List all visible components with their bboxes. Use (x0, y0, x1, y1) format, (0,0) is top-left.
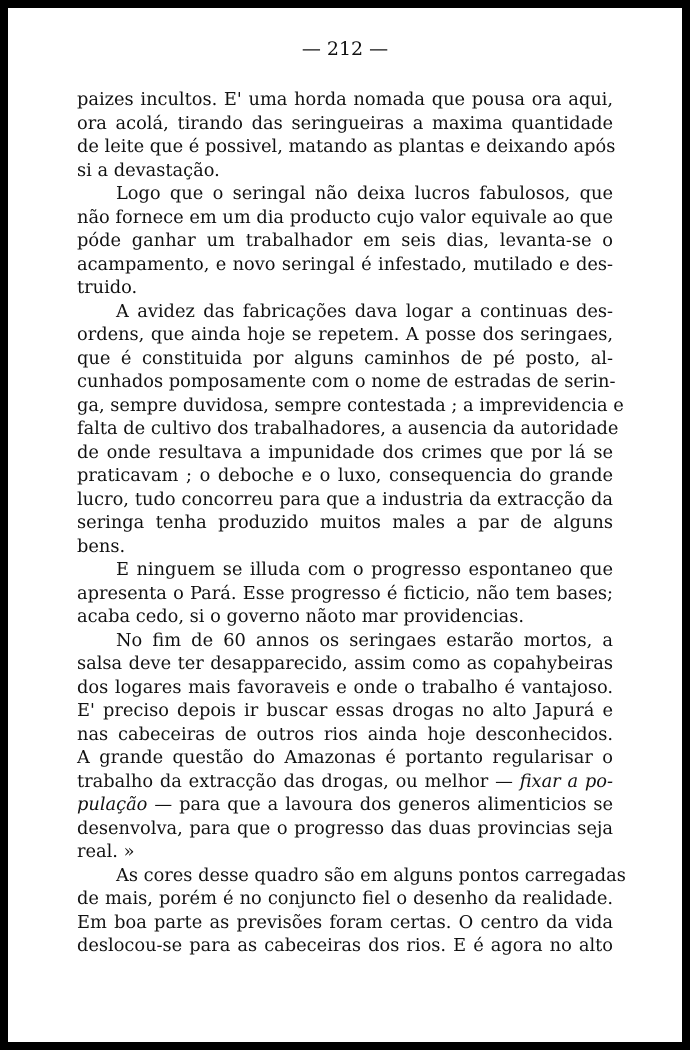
text-line: que é constituida por alguns caminhos de pé posto, al- (77, 347, 613, 369)
text-line: No fim de 60 annos os seringaes estarão mortos, a (116, 629, 613, 651)
text-line: ora acolá, tirando das seringueiras a maxima quantidade (77, 112, 613, 134)
text-span: — para que a lavoura dos generos alimenticios se (147, 794, 613, 815)
text-line: As cores desse quadro são em alguns pontos carregadas (116, 864, 626, 886)
text-line: Em boa parte as previsões foram certas. O centro da vida (77, 911, 613, 933)
text-line: de mais, porém é no conjuncto fiel o desenho da realidade. (77, 888, 613, 909)
text-line: não fornece em um dia producto cujo valor equivale ao que (77, 206, 613, 228)
text-line: praticavam ; o deboche e o luxo, consequencia do grande (77, 465, 613, 486)
text-line: nas cabeceiras de outros rios ainda hoje desconhecidos. (77, 723, 613, 745)
text-line: desenvolva, para que o progresso das duas provincias seja (77, 817, 613, 839)
text-line: de onde resultava a impunidade dos crimes que por lá se (77, 441, 613, 463)
italic-span: fixar a po- (519, 770, 613, 792)
text-line: póde ganhar um trabalhador em seis dias, levanta-se o (77, 230, 613, 251)
text-line: acaba cedo, si o governo nãoto mar providencias. (77, 606, 525, 627)
text-line: bens. (77, 535, 126, 557)
text-line: falta de cultivo dos trabalhadores, a ausencia da autoridade (77, 418, 619, 439)
text-line (77, 770, 613, 794)
italic-span: pulação (77, 794, 148, 815)
text-line: seringa tenha produzido muitos males a par de alguns (77, 512, 613, 533)
text-line: si a devastação. (77, 159, 220, 181)
text-line: salsa deve ter desapparecido, assim como as copahybeiras (77, 653, 613, 674)
text-line (77, 793, 613, 817)
text-line: dos logares mais favoraveis e onde o trabalho é vantajoso. (77, 676, 613, 698)
text-line: lucro, tudo concorreu para que a industria da extracção da (77, 488, 613, 510)
paragraphs-before (77, 88, 624, 770)
text-line: ordens, que ainda hoje se repetem. A posse dos seringaes, (77, 324, 613, 345)
text-line: real. » (77, 841, 135, 862)
text-line: A grande questão do Amazonas é portanto regularisar o (77, 747, 613, 768)
text-line: E ninguem se illuda com o progresso espontaneo que (116, 559, 613, 580)
text-line: A avidez das fabricações dava logar a continuas des- (116, 300, 613, 322)
text-line: paizes incultos. E' uma horda nomada que pousa ora aqui, (77, 89, 613, 110)
text-body (77, 88, 626, 958)
text-line: deslocou-se para as cabeceiras dos rios. E é agora no alto (77, 935, 613, 956)
text-line: E' preciso depois ir buscar essas drogas no alto Japurá e (77, 700, 613, 721)
page-number: — 212 — (301, 38, 389, 60)
text-line: de leite que é possivel, matando as plantas e deixando após (77, 136, 616, 157)
paragraphs-after (77, 817, 626, 958)
text-line: apresenta o Pará. Esse progresso é ficticio, não tem bases; (77, 582, 613, 604)
text-line: truido. (77, 277, 138, 298)
text-line: Logo que o seringal não deixa lucros fabulosos, que (116, 183, 613, 204)
text-line: acampamento, e novo seringal é infestado, mutilado e des- (77, 253, 613, 275)
text-line: cunhados pomposamente com o nome de estradas de serin- (77, 371, 616, 392)
text-line: ga, sempre duvidosa, sempre contestada ; a imprevidencia e (77, 394, 624, 416)
book-page (8, 8, 682, 1042)
text-span: trabalho da extracção das drogas, ou melhor — (77, 770, 520, 792)
